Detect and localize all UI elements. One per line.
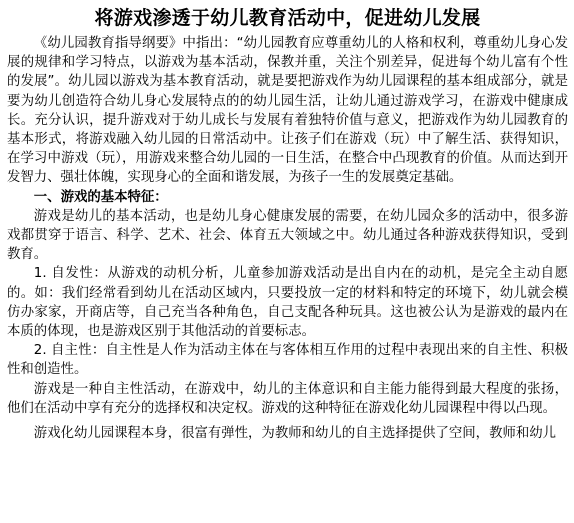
paragraph-intro: 《幼儿园教育指导纲要》中指出：“幼儿园教育应尊重幼儿的人格和权利，尊重幼儿身心发展的规律和学习特点，以游戏为基本活动，保教并重，关注个别差异，促进每个幼儿富有个性的发展”。幼儿园以游戏为基本教育活动，就是要把游戏作为幼儿园课程的基本组成部分，就是要为幼儿创造符合幼儿身心发展特点的的幼儿园生活，让幼儿通过游戏学习，在游戏中健康成长。充分认识，提升游戏对于幼儿成长与发展有着独特价值与意义，把游戏作为幼儿园教育的基本形式，将游戏融入幼儿园的日常活动中。让孩子们在游戏（玩）中了解生活、获得知识，在学习中游戏（玩），用游戏来整合幼儿园的一日生活，在整合中凸现教育的价值。从而达到开发智力、强壮体魄，实现身心的全面和谐发展，为孩子一生的发展奠定基础。 (7, 36, 568, 186)
document-title: 将游戏渗透于幼儿教育活动中，促进幼儿发展 (94, 7, 481, 29)
paragraph-curriculum-flexibility: 游戏化幼儿园课程本身，很富有弹性，为教师和幼儿的自主选择提供了空间，教师和幼儿 (33, 426, 557, 442)
section-heading-basic-features: 一、游戏的基本特征： (33, 189, 168, 205)
paragraph-autonomy: 2. 自主性：自主性是人作为活动主体在与客体相互作用的过程中表现出来的自主性、积极性和创造性。 (7, 343, 568, 378)
paragraph-game-basic-activity: 游戏是幼儿的基本活动，也是幼儿身心健康发展的需要，在幼儿园众多的活动中，很多游戏都贯穿于语言、科学、艺术、社会、体育五大领域之中。幼儿通过各种游戏获得知识，受到教育。 (7, 208, 568, 263)
paragraph-autonomous-activity: 游戏是一种自主性活动，在游戏中，幼儿的主体意识和自主能力能得到最大程度的张扬，他们在活动中享有充分的选择权和决定权。游戏的这种特征在游戏化幼儿园课程中得以凸现。 (7, 381, 568, 416)
paragraph-spontaneity: 1. 自发性：从游戏的动机分析，儿童参加游戏活动是出自内在的动机，是完全主动自愿的。如：我们经常看到幼儿在活动区域内，只要投放一定的材料和特定的环境下，幼儿就会模仿办家家，开商店等，自己充当各种角色，自己支配各种玩具。这也被公认为是游戏的最内在本质的体现，也是游戏区别于其他活动的首要标志。 (7, 266, 568, 340)
